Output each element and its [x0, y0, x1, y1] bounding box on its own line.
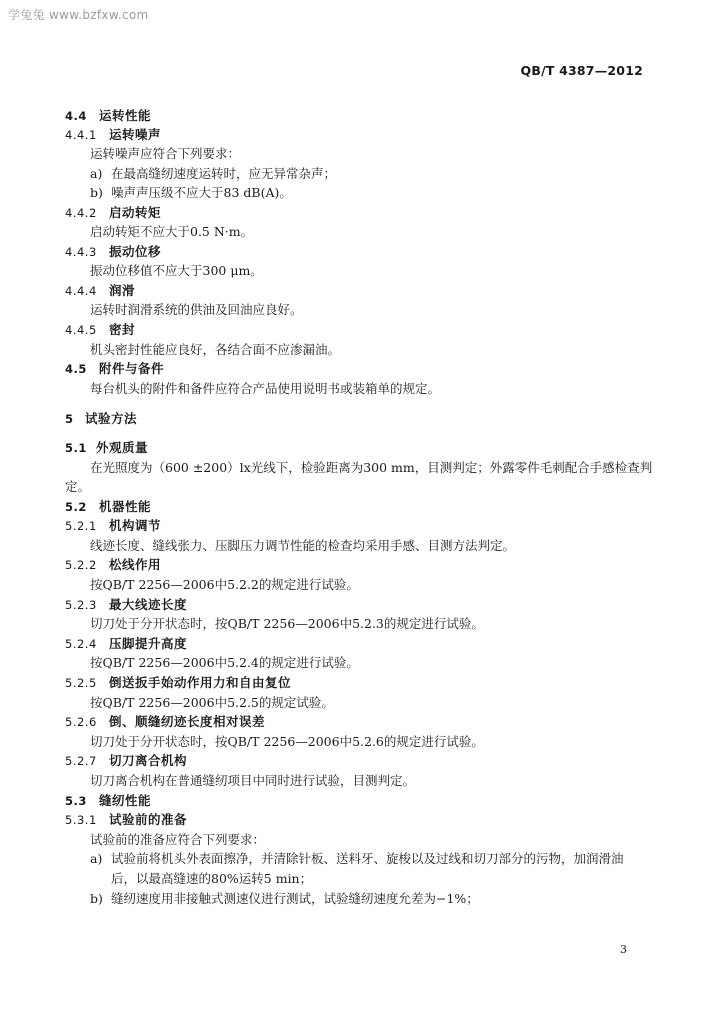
section-number: 5.2.7	[65, 754, 97, 768]
list-marker: b)	[90, 185, 103, 200]
paragraph-text: 切刀离合机构在普通缝纫项目中同时进行试验，目测判定。	[90, 773, 416, 788]
section-title: 最大线迹长度	[109, 597, 188, 612]
paragraph-text: 在光照度为（600 ±200）lx光线下，检验距离为300 mm，目测判定；外露零件毛刺配合手感检查判	[90, 460, 653, 475]
section-title: 机器性能	[99, 499, 152, 514]
paragraph-text: 定。	[65, 479, 91, 494]
list-item-text: 噪声声压级不应大于83 dB(A)。	[111, 185, 292, 200]
paragraph-text: 切刀处于分开状态时，按QB/T 2256—2006中5.2.3的规定进行试验。	[90, 616, 484, 631]
list-item-text: 试验前将机头外表面擦净，并清除针板、送料牙、旋梭以及过线和切刀部分的污物，加润滑油	[111, 851, 624, 866]
list-marker: a)	[90, 166, 103, 181]
paragraph-text: 运转时润滑系统的供油及回油应良好。	[90, 302, 303, 317]
section-number: 5.2.4	[65, 637, 97, 651]
list-item-text: 缝纫速度用非接触式测速仪进行测试，试验缝纫速度允差为−1%；	[111, 891, 479, 906]
watermark: 学兔兔 www.bzfxw.com	[8, 8, 149, 22]
paragraph-text: 按QB/T 2256—2006中5.2.2的规定进行试验。	[90, 577, 359, 592]
section-title: 倒送扳手始动作用力和自由复位	[109, 675, 292, 690]
section-number: 5	[65, 412, 74, 426]
section-number: 4.4.1	[65, 128, 97, 142]
section-number: 5.2.2	[65, 558, 97, 572]
section-number: 4.4.4	[65, 284, 97, 298]
section-title: 运转性能	[99, 108, 152, 123]
list-marker: a)	[90, 851, 103, 866]
page-number: 3	[620, 943, 627, 956]
section-title: 润滑	[109, 283, 136, 298]
section-title: 切刀离合机构	[109, 753, 188, 768]
section-title: 松线作用	[109, 557, 162, 572]
section-number: 5.2.5	[65, 676, 97, 690]
section-number: 4.4	[65, 109, 87, 123]
section-title: 振动位移	[109, 244, 162, 259]
paragraph-text: 按QB/T 2256—2006中5.2.5的规定试验。	[90, 695, 334, 710]
section-number: 4.4.2	[65, 206, 97, 220]
section-number: 5.1	[65, 441, 87, 455]
list-item-text: 在最高缝纫速度运转时，应无异常杂声；	[111, 166, 337, 181]
paragraph-text: 每台机头的附件和备件应符合产品使用说明书或装箱单的规定。	[90, 381, 441, 396]
paragraph-text: 线迹长度、缝线张力、压脚压力调节性能的检查均采用手感、目测方法判定。	[90, 538, 516, 553]
section-title: 试验前的准备	[109, 812, 188, 827]
section-number: 4.4.3	[65, 245, 97, 259]
section-title: 试验方法	[85, 411, 138, 426]
section-title: 压脚提升高度	[109, 636, 188, 651]
section-title: 外观质量	[96, 440, 149, 455]
section-number: 4.4.5	[65, 323, 97, 337]
standard-code: QB/T 4387—2012	[520, 63, 643, 78]
paragraph-text: 机头密封性能应良好，各结合面不应渗漏油。	[90, 342, 341, 357]
paragraph-text: 振动位移值不应大于300 μm。	[90, 263, 263, 278]
paragraph-text: 切刀处于分开状态时，按QB/T 2256—2006中5.2.6的规定进行试验。	[90, 734, 484, 749]
list-item-text: 后，以最高缝速的80%运转5 min；	[111, 871, 313, 886]
section-number: 5.2.6	[65, 715, 97, 729]
section-title: 运转噪声	[109, 127, 162, 142]
paragraph-text: 试验前的准备应符合下列要求：	[90, 832, 266, 847]
section-number: 4.5	[65, 362, 87, 376]
section-number: 5.3	[65, 794, 87, 808]
paragraph-text: 运转噪声应符合下列要求：	[90, 146, 241, 161]
section-title: 密封	[109, 322, 136, 337]
section-title: 机构调节	[109, 518, 162, 533]
section-title: 启动转矩	[109, 205, 162, 220]
section-number: 5.2	[65, 500, 87, 514]
list-marker: b)	[90, 891, 103, 906]
section-number: 5.2.1	[65, 519, 97, 533]
section-title: 倒、顺缝纫迹长度相对误差	[109, 714, 266, 729]
section-title: 附件与备件	[99, 361, 165, 376]
section-number: 5.3.1	[65, 813, 97, 827]
section-number: 5.2.3	[65, 598, 97, 612]
section-title: 缝纫性能	[99, 793, 152, 808]
paragraph-text: 启动转矩不应大于0.5 N·m。	[90, 224, 254, 239]
paragraph-text: 按QB/T 2256—2006中5.2.4的规定进行试验。	[90, 655, 359, 670]
